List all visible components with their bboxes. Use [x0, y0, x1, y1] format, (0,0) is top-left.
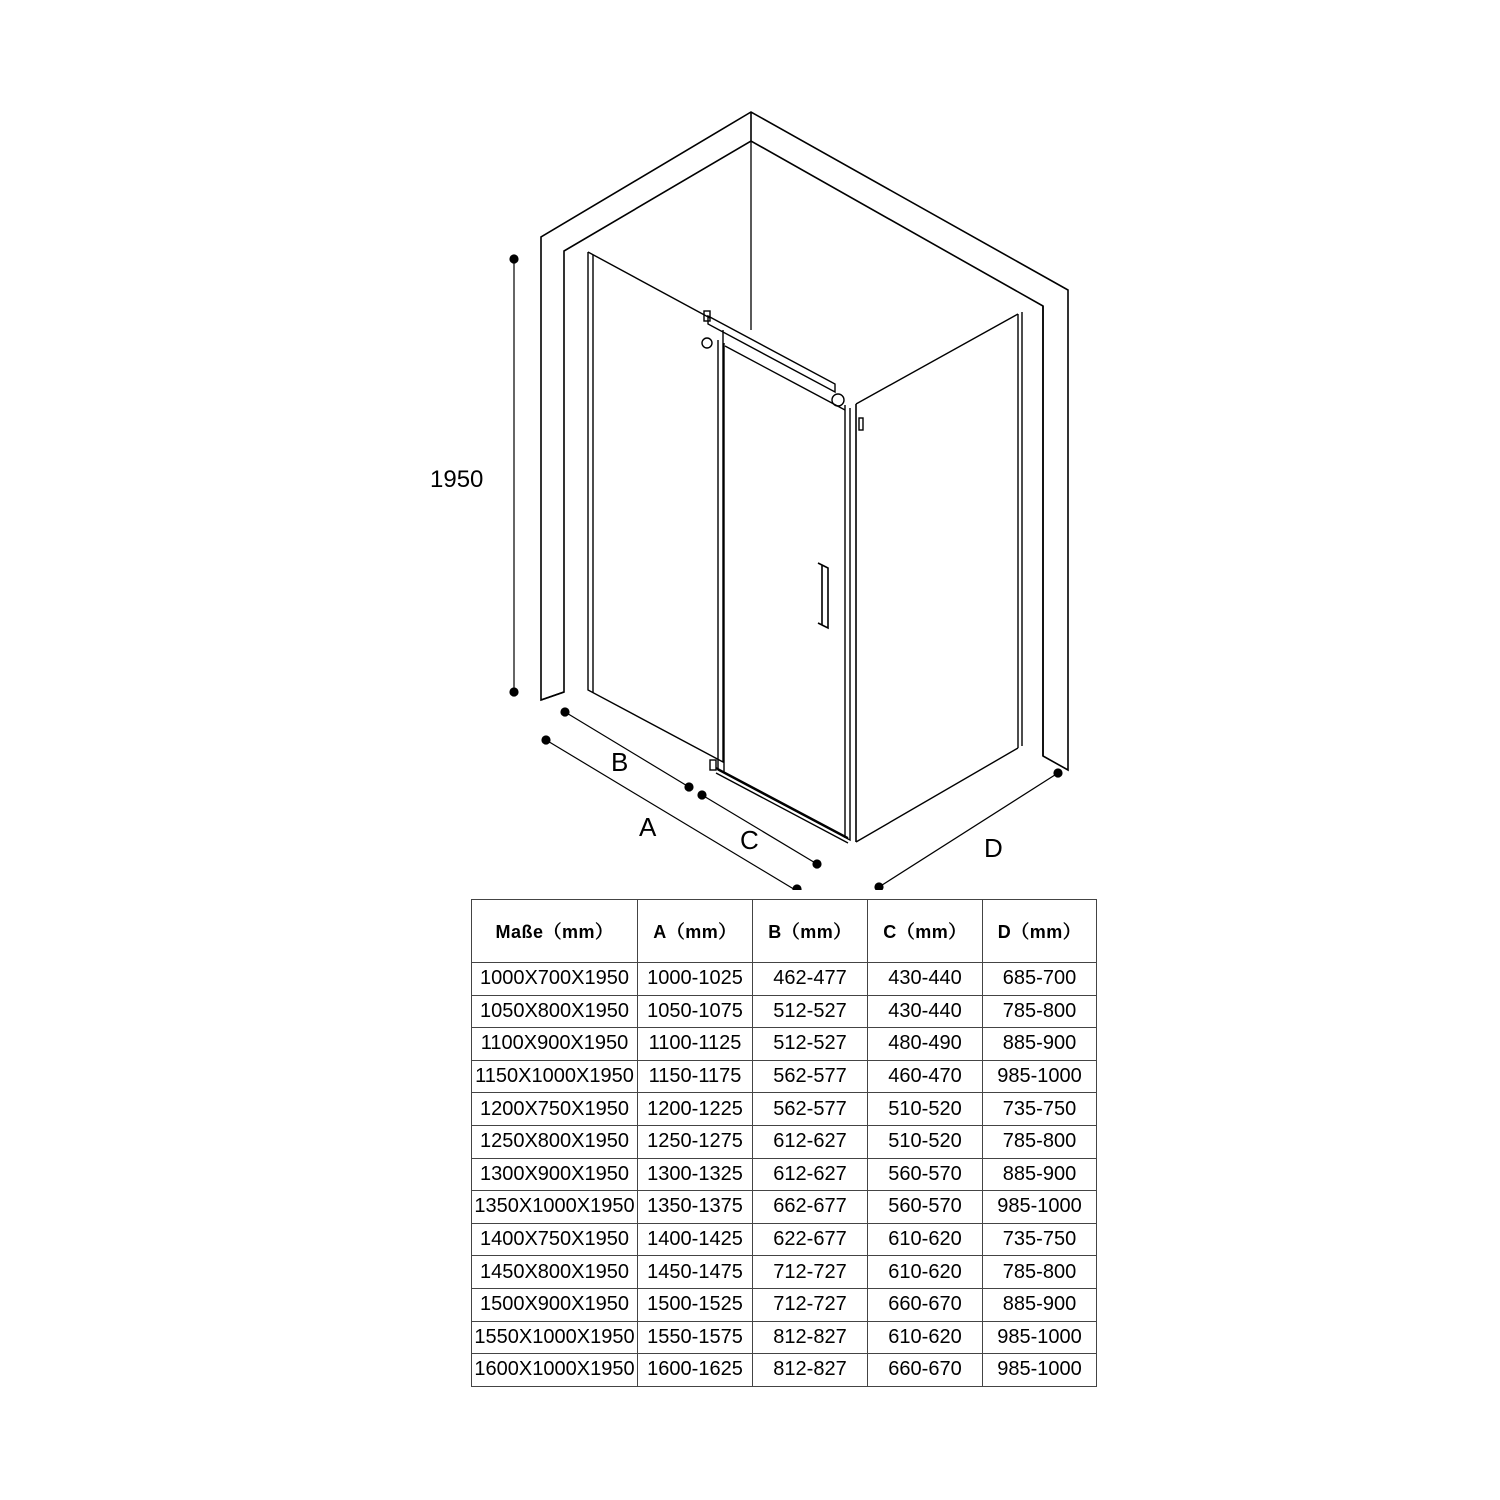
header-b: B（mm） [753, 900, 868, 963]
cell-b: 712-727 [753, 1288, 868, 1321]
side-panel-top [856, 314, 1018, 404]
cell-d: 985-1000 [983, 1060, 1097, 1093]
cell-a: 1450-1475 [638, 1256, 753, 1289]
header-a: A（mm） [638, 900, 753, 963]
cell-a: 1550-1575 [638, 1321, 753, 1354]
cell-size: 1300X900X1950 [472, 1158, 638, 1191]
dimension-a-label: A [639, 812, 657, 842]
cell-c: 560-570 [868, 1191, 983, 1224]
cell-d: 685-700 [983, 963, 1097, 996]
cell-a: 1300-1325 [638, 1158, 753, 1191]
cell-d: 785-800 [983, 995, 1097, 1028]
cell-b: 812-827 [753, 1321, 868, 1354]
dimension-d-label: D [984, 833, 1003, 863]
cell-size: 1600X1000X1950 [472, 1354, 638, 1387]
cell-c: 430-440 [868, 963, 983, 996]
cell-a: 1500-1525 [638, 1288, 753, 1321]
floor-left-edge [541, 692, 564, 700]
cell-a: 1050-1075 [638, 995, 753, 1028]
cell-size: 1200X750X1950 [472, 1093, 638, 1126]
header-d: D（mm） [983, 900, 1097, 963]
cell-c: 460-470 [868, 1060, 983, 1093]
cell-size: 1100X900X1950 [472, 1028, 638, 1061]
cell-d: 735-750 [983, 1223, 1097, 1256]
table-row [472, 1288, 1097, 1321]
cell-d: 885-900 [983, 1288, 1097, 1321]
cell-c: 560-570 [868, 1158, 983, 1191]
cell-b: 612-627 [753, 1158, 868, 1191]
cell-a: 1100-1125 [638, 1028, 753, 1061]
cell-size: 1550X1000X1950 [472, 1321, 638, 1354]
top-slide-bar [708, 316, 835, 392]
dimension-c-label: C [740, 825, 759, 855]
table-row [472, 1060, 1097, 1093]
cell-size: 1050X800X1950 [472, 995, 638, 1028]
cell-c: 660-670 [868, 1354, 983, 1387]
cell-a: 1000-1025 [638, 963, 753, 996]
cell-d: 985-1000 [983, 1321, 1097, 1354]
table-row [472, 1158, 1097, 1191]
table-row [472, 1093, 1097, 1126]
cell-size: 1000X700X1950 [472, 963, 638, 996]
fixed-glass-panel [588, 252, 723, 762]
cell-a: 1200-1225 [638, 1093, 753, 1126]
table-header-row [472, 900, 1097, 963]
cell-c: 610-620 [868, 1256, 983, 1289]
cell-d: 985-1000 [983, 1191, 1097, 1224]
cell-b: 512-527 [753, 995, 868, 1028]
cell-b: 712-727 [753, 1256, 868, 1289]
cell-d: 785-800 [983, 1256, 1097, 1289]
cell-c: 430-440 [868, 995, 983, 1028]
height-label: 1950 [430, 466, 484, 493]
wall-outline [541, 112, 1068, 770]
cell-size: 1500X900X1950 [472, 1288, 638, 1321]
table-row [472, 1256, 1097, 1289]
cell-c: 480-490 [868, 1028, 983, 1061]
cell-size: 1350X1000X1950 [472, 1191, 638, 1224]
bottom-track [716, 768, 848, 838]
cell-size: 1250X800X1950 [472, 1125, 638, 1158]
header-size: Maße（mm） [472, 900, 638, 963]
cell-d: 985-1000 [983, 1354, 1097, 1387]
sliding-door-panel [718, 340, 850, 840]
cell-d: 885-900 [983, 1158, 1097, 1191]
cell-a: 1350-1375 [638, 1191, 753, 1224]
cell-c: 610-620 [868, 1223, 983, 1256]
cell-a: 1250-1275 [638, 1125, 753, 1158]
cell-b: 622-677 [753, 1223, 868, 1256]
table-row [472, 1321, 1097, 1354]
cell-size: 1150X1000X1950 [472, 1060, 638, 1093]
cell-b: 662-677 [753, 1191, 868, 1224]
table-row [472, 1191, 1097, 1224]
cell-b: 512-527 [753, 1028, 868, 1061]
table-row [472, 1354, 1097, 1387]
roller-right [832, 394, 844, 406]
cell-size: 1450X800X1950 [472, 1256, 638, 1289]
cell-b: 562-577 [753, 1093, 868, 1126]
cell-c: 660-670 [868, 1288, 983, 1321]
cell-a: 1400-1425 [638, 1223, 753, 1256]
table-row [472, 963, 1097, 996]
dimension-b-label: B [611, 747, 629, 777]
table-row [472, 1125, 1097, 1158]
cell-a: 1600-1625 [638, 1354, 753, 1387]
cell-b: 562-577 [753, 1060, 868, 1093]
table-row [472, 1028, 1097, 1061]
cell-d: 785-800 [983, 1125, 1097, 1158]
table-row [472, 1223, 1097, 1256]
cell-b: 612-627 [753, 1125, 868, 1158]
cell-a: 1150-1175 [638, 1060, 753, 1093]
roller-left [702, 338, 712, 348]
table-row [472, 995, 1097, 1028]
dimensions-table [471, 899, 1097, 1387]
cell-b: 812-827 [753, 1354, 868, 1387]
cell-size: 1400X750X1950 [472, 1223, 638, 1256]
cell-c: 610-620 [868, 1321, 983, 1354]
header-c: C（mm） [868, 900, 983, 963]
door-handle [818, 563, 828, 628]
cell-c: 510-520 [868, 1125, 983, 1158]
cell-d: 735-750 [983, 1093, 1097, 1126]
cell-b: 462-477 [753, 963, 868, 996]
cell-c: 510-520 [868, 1093, 983, 1126]
cell-d: 885-900 [983, 1028, 1097, 1061]
